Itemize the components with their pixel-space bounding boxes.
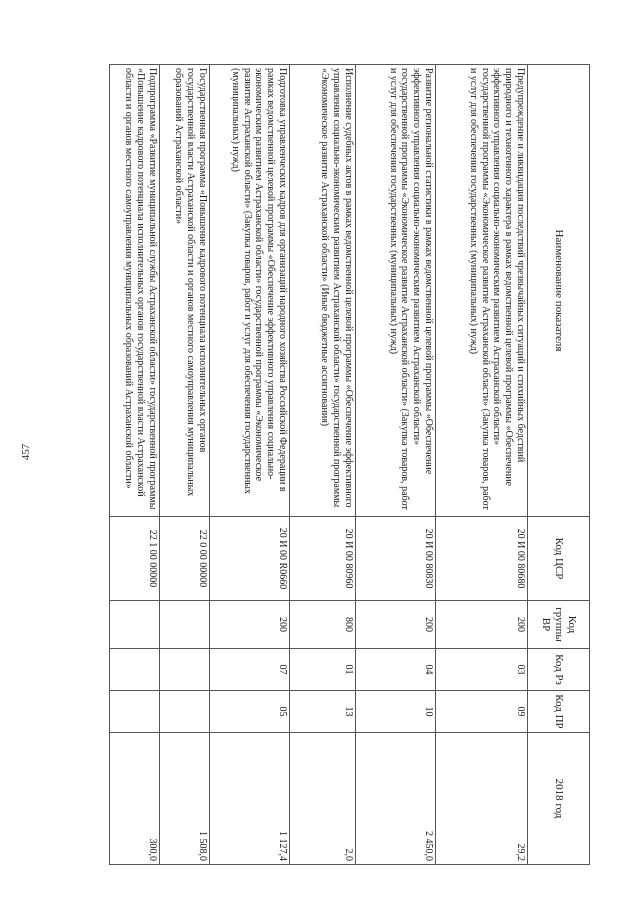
row-pr [160,691,210,733]
row-name: Подпрограмма «Развитие муниципальной службы Астраханской области» государственной программы «Повышение кадрового потенциала исполнительных органов государственной власти Астраханской области и органов местного самоуправления муниципальных образований Астраханской области» [110,65,160,517]
row-pr: 13 [290,691,356,733]
row-csr: 22 0 00 00000 [160,517,210,601]
row-vr: 800 [290,601,356,649]
header-rz: Код Рз [528,649,590,691]
header-year: 2018 год [528,733,590,865]
table-row [356,65,436,865]
table-header-row [528,65,590,865]
row-name: Государственная программа «Повышение кадрового потенциала исполнительных органов государственной власти Астраханской области и органов местного самоуправления муниципальных образований Астраханской области» [160,65,210,517]
row-vr: 200 [210,601,290,649]
table-row [290,65,356,865]
budget-table [109,64,590,865]
row-pr [110,691,160,733]
row-value: 1 508,0 [160,733,210,865]
row-rz [160,649,210,691]
row-pr: 10 [356,691,436,733]
row-csr: 20 И 00 80960 [290,517,356,601]
row-rz [110,649,160,691]
row-name: Предупреждение и ликвидация последствий чрезвычайных ситуаций и стихийных бедствий природного и техногенного характера в рамках ведомственной целевой программы «Обеспечение эффективного управления социально-экономическим развитием Астраханской области» государственной программы «Экономическое развитие Астраханской области» (Закупка товаров, работ и услуг для обеспечения государственных (муниципальных) нужд) [436,65,528,517]
row-value: 300,0 [110,733,160,865]
header-name: Наименование показателя [528,65,590,517]
table-row [160,65,210,865]
budget-table-container [110,64,590,864]
row-rz: 03 [436,649,528,691]
row-vr: 200 [436,601,528,649]
row-value: 2,0 [290,733,356,865]
row-pr: 05 [210,691,290,733]
table-row [110,65,160,865]
row-pr: 09 [436,691,528,733]
row-csr: 22 1 00 00000 [110,517,160,601]
row-name: Подготовка управленческих кадров для организаций народного хозяйства Российской Федерации в рамках ведомственной целевой программы «Обеспечение эффективного управления социально-экономическим развитием Астраханской области» государственной программы «Экономическое развитие Астраханской области» (Закупка товаров, работ и услуг для обеспечения государственных (муниципальных) нужд) [210,65,290,517]
row-vr [160,601,210,649]
row-rz: 04 [356,649,436,691]
page-number: 457 [20,443,32,461]
row-vr [110,601,160,649]
row-vr: 200 [356,601,436,649]
row-name: Исполнение судебных актов в рамках ведомственной целевой программы «Обеспечение эффективного управления социально-экономическим развитием Астраханской области» государственной программы «Экономическое развитие Астраханской области» (Иные бюджетные ассигнования) [290,65,356,517]
row-value: 1 127,4 [210,733,290,865]
row-csr: 20 И 00 R0660 [210,517,290,601]
header-vr: Код группы ВР [528,601,590,649]
table-row [436,65,528,865]
row-name: Развитие региональной статистики в рамках ведомственной целевой программы «Обеспечение эффективного управления социально-экономическим развитием Астраханской области» государственной программы «Экономическое развитие Астраханской области» (Закупка товаров, работ и услуг для обеспечения государственных (муниципальных) нужд) [356,65,436,517]
row-value: 2 450,0 [356,733,436,865]
header-csr: Код ЦСР [528,517,590,601]
table-row [210,65,290,865]
header-pr: Код ПР [528,691,590,733]
row-rz: 07 [210,649,290,691]
row-value: 29,2 [436,733,528,865]
row-csr: 20 И 00 80680 [436,517,528,601]
row-rz: 01 [290,649,356,691]
row-csr: 20 И 00 80830 [356,517,436,601]
